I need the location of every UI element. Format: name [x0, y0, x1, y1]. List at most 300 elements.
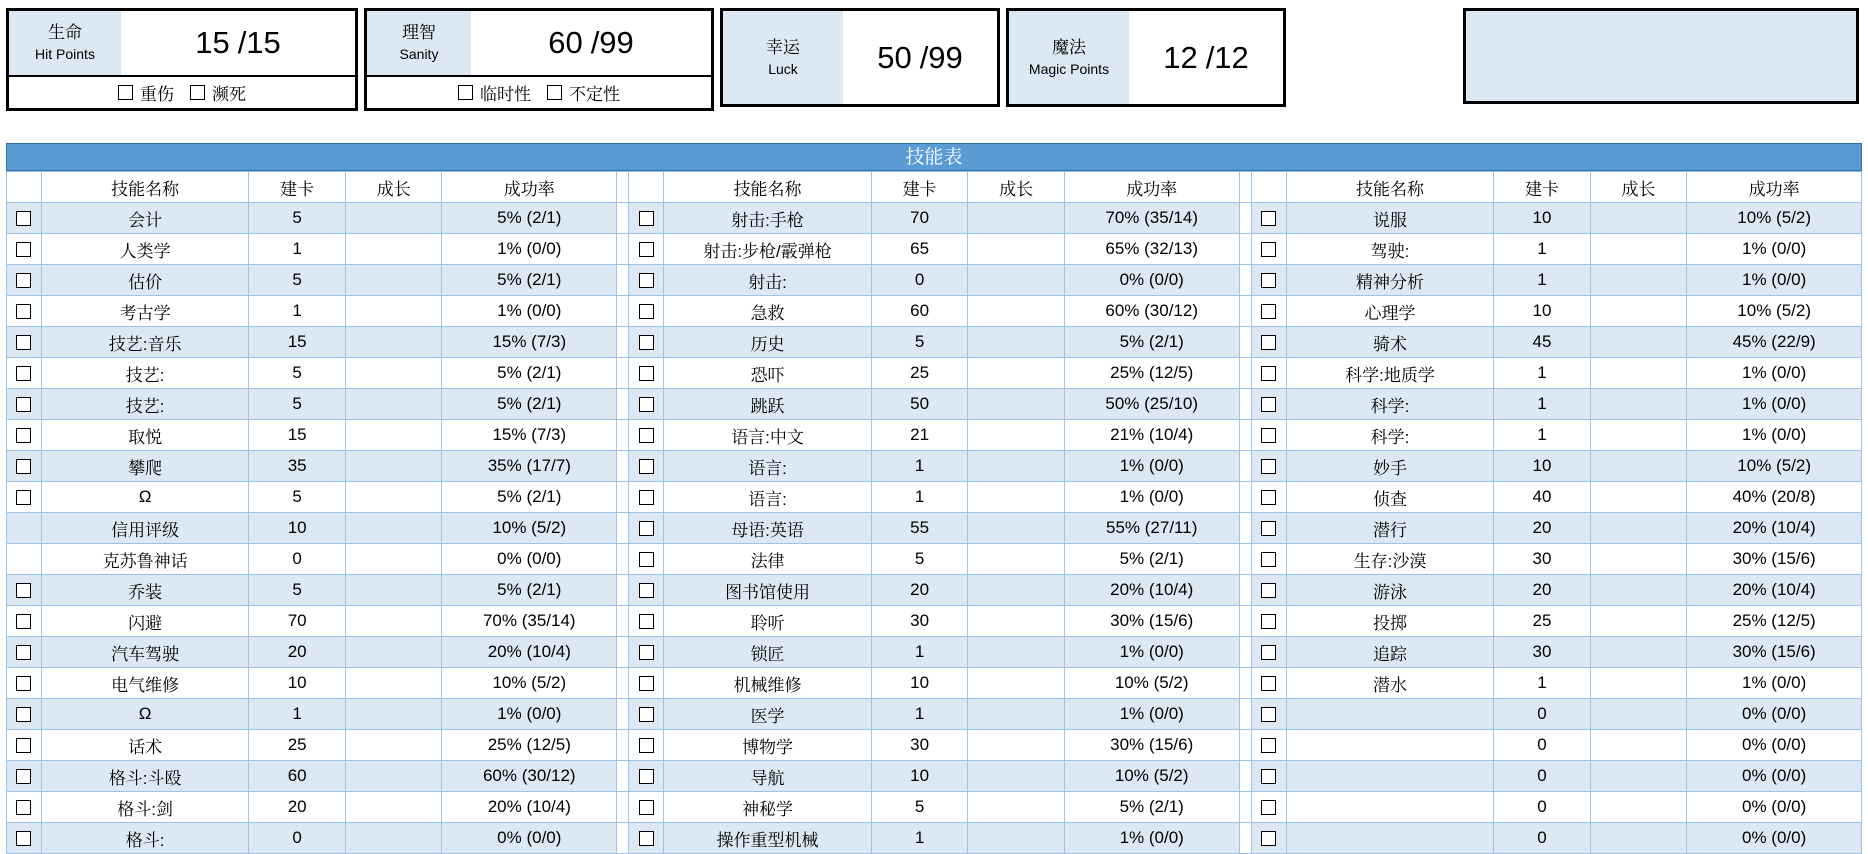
skill-rate-cell[interactable]: 25% (12/5) [1687, 606, 1862, 637]
skill-checkbox-cell[interactable] [1251, 327, 1286, 358]
skill-checkbox-cell[interactable] [629, 389, 664, 420]
checkbox-icon[interactable] [1261, 242, 1276, 257]
skill-name-cell[interactable]: 锁匠 [664, 637, 871, 668]
skill-base-cell[interactable]: 5 [871, 792, 968, 823]
checkbox-icon[interactable] [639, 645, 654, 660]
skill-rate-cell[interactable]: 0% (0/0) [1687, 730, 1862, 761]
skill-name-cell[interactable]: 母语:英语 [664, 513, 871, 544]
checkbox-icon[interactable] [639, 428, 654, 443]
skill-base-cell[interactable]: 5 [249, 482, 346, 513]
skill-checkbox-cell[interactable] [1251, 265, 1286, 296]
skill-name-cell[interactable]: 射击:手枪 [664, 203, 871, 234]
checkbox-icon[interactable] [1261, 397, 1276, 412]
skill-growth-cell[interactable] [1590, 265, 1687, 296]
skill-checkbox-cell[interactable] [629, 761, 664, 792]
skill-checkbox-cell[interactable] [7, 637, 42, 668]
skill-base-cell[interactable]: 5 [871, 544, 968, 575]
skill-base-cell[interactable]: 1 [1494, 668, 1591, 699]
skill-rate-cell[interactable]: 1% (0/0) [1064, 451, 1239, 482]
skill-growth-cell[interactable] [345, 761, 442, 792]
skill-name-cell[interactable]: 人类学 [41, 234, 248, 265]
hp-major-wound-check[interactable] [118, 80, 174, 105]
skill-base-cell[interactable]: 1 [871, 482, 968, 513]
checkbox-icon[interactable] [639, 738, 654, 753]
skill-growth-cell[interactable] [345, 420, 442, 451]
skill-rate-cell[interactable]: 5% (2/1) [442, 265, 617, 296]
skill-checkbox-cell[interactable] [7, 296, 42, 327]
skill-base-cell[interactable]: 1 [249, 699, 346, 730]
checkbox-icon[interactable] [547, 85, 562, 100]
skill-base-cell[interactable]: 15 [249, 327, 346, 358]
skill-name-cell[interactable]: 投掷 [1286, 606, 1493, 637]
skill-base-cell[interactable]: 30 [1494, 544, 1591, 575]
skill-growth-cell[interactable] [1590, 792, 1687, 823]
skill-rate-cell[interactable]: 1% (0/0) [1687, 668, 1862, 699]
skill-checkbox-cell[interactable] [7, 265, 42, 296]
skill-base-cell[interactable]: 15 [249, 420, 346, 451]
skill-name-cell[interactable]: 语言: [664, 451, 871, 482]
skill-base-cell[interactable]: 0 [249, 544, 346, 575]
skill-growth-cell[interactable] [968, 296, 1065, 327]
skill-name-cell[interactable]: 聆听 [664, 606, 871, 637]
skill-rate-cell[interactable]: 0% (0/0) [1687, 699, 1862, 730]
skill-checkbox-cell[interactable] [1251, 420, 1286, 451]
skill-growth-cell[interactable] [968, 234, 1065, 265]
skill-growth-cell[interactable] [345, 792, 442, 823]
skill-growth-cell[interactable] [968, 730, 1065, 761]
skill-base-cell[interactable]: 1 [249, 296, 346, 327]
skill-growth-cell[interactable] [968, 823, 1065, 854]
skill-rate-cell[interactable]: 60% (30/12) [442, 761, 617, 792]
skill-growth-cell[interactable] [968, 792, 1065, 823]
skill-base-cell[interactable]: 65 [871, 234, 968, 265]
skill-base-cell[interactable]: 10 [871, 668, 968, 699]
skill-base-cell[interactable]: 10 [249, 513, 346, 544]
skill-base-cell[interactable]: 70 [249, 606, 346, 637]
checkbox-icon[interactable] [16, 459, 31, 474]
portrait-placeholder-box[interactable] [1463, 8, 1859, 104]
skill-checkbox-cell[interactable] [1251, 451, 1286, 482]
checkbox-icon[interactable] [16, 304, 31, 319]
skill-rate-cell[interactable]: 0% (0/0) [1687, 761, 1862, 792]
skill-rate-cell[interactable]: 10% (5/2) [442, 668, 617, 699]
checkbox-icon[interactable] [639, 769, 654, 784]
skill-base-cell[interactable]: 0 [1494, 761, 1591, 792]
skill-growth-cell[interactable] [1590, 513, 1687, 544]
skill-name-cell[interactable]: 驾驶: [1286, 234, 1493, 265]
skill-base-cell[interactable]: 0 [871, 265, 968, 296]
skill-rate-cell[interactable]: 20% (10/4) [1687, 513, 1862, 544]
skill-growth-cell[interactable] [968, 482, 1065, 513]
skill-name-cell[interactable]: 科学: [1286, 389, 1493, 420]
skill-checkbox-cell[interactable] [7, 792, 42, 823]
skill-checkbox-cell[interactable] [629, 358, 664, 389]
checkbox-icon[interactable] [16, 211, 31, 226]
checkbox-icon[interactable] [1261, 676, 1276, 691]
san-value[interactable] [471, 11, 711, 75]
checkbox-icon[interactable] [639, 707, 654, 722]
skill-growth-cell[interactable] [1590, 203, 1687, 234]
skill-base-cell[interactable]: 1 [1494, 389, 1591, 420]
skill-name-cell[interactable]: 格斗: [41, 823, 248, 854]
checkbox-icon[interactable] [16, 490, 31, 505]
skill-rate-cell[interactable]: 15% (7/3) [442, 327, 617, 358]
skill-base-cell[interactable]: 1 [1494, 420, 1591, 451]
skill-checkbox-cell[interactable] [7, 389, 42, 420]
skill-name-cell[interactable]: 乔装 [41, 575, 248, 606]
san-temporary-check[interactable] [458, 80, 531, 105]
skill-name-cell[interactable]: Ω [41, 699, 248, 730]
skill-rate-cell[interactable]: 5% (2/1) [1064, 327, 1239, 358]
skill-growth-cell[interactable] [1590, 420, 1687, 451]
checkbox-icon[interactable] [16, 242, 31, 257]
skill-checkbox-cell[interactable] [7, 451, 42, 482]
skill-rate-cell[interactable]: 21% (10/4) [1064, 420, 1239, 451]
checkbox-icon[interactable] [639, 366, 654, 381]
skill-base-cell[interactable]: 45 [1494, 327, 1591, 358]
skill-checkbox-cell[interactable] [1251, 358, 1286, 389]
skill-rate-cell[interactable]: 20% (10/4) [1064, 575, 1239, 606]
skill-base-cell[interactable]: 20 [1494, 513, 1591, 544]
checkbox-icon[interactable] [16, 583, 31, 598]
skill-growth-cell[interactable] [1590, 699, 1687, 730]
skill-name-cell[interactable]: 生存:沙漠 [1286, 544, 1493, 575]
skill-checkbox-cell[interactable] [629, 234, 664, 265]
skill-base-cell[interactable]: 10 [249, 668, 346, 699]
skill-name-cell[interactable]: 历史 [664, 327, 871, 358]
skill-checkbox-cell[interactable] [1251, 699, 1286, 730]
skill-name-cell[interactable] [1286, 792, 1493, 823]
skill-growth-cell[interactable] [1590, 451, 1687, 482]
skill-rate-cell[interactable]: 1% (0/0) [1687, 389, 1862, 420]
skill-base-cell[interactable]: 25 [249, 730, 346, 761]
skill-name-cell[interactable]: 话术 [41, 730, 248, 761]
skill-rate-cell[interactable]: 25% (12/5) [1064, 358, 1239, 389]
skill-name-cell[interactable]: 妙手 [1286, 451, 1493, 482]
skill-checkbox-cell[interactable] [7, 203, 42, 234]
skill-checkbox-cell[interactable] [7, 606, 42, 637]
skill-name-cell[interactable]: 潜行 [1286, 513, 1493, 544]
skill-name-cell[interactable]: 侦查 [1286, 482, 1493, 513]
skill-growth-cell[interactable] [1590, 482, 1687, 513]
skill-growth-cell[interactable] [345, 234, 442, 265]
skill-checkbox-cell[interactable] [7, 513, 42, 544]
checkbox-icon[interactable] [16, 676, 31, 691]
skill-checkbox-cell[interactable] [7, 234, 42, 265]
checkbox-icon[interactable] [1261, 552, 1276, 567]
skill-name-cell[interactable] [1286, 823, 1493, 854]
skill-name-cell[interactable]: 闪避 [41, 606, 248, 637]
skill-growth-cell[interactable] [1590, 296, 1687, 327]
skill-name-cell[interactable]: 射击: [664, 265, 871, 296]
skill-growth-cell[interactable] [1590, 358, 1687, 389]
hp-value[interactable] [121, 11, 355, 75]
checkbox-icon[interactable] [16, 428, 31, 443]
checkbox-icon[interactable] [639, 335, 654, 350]
skill-growth-cell[interactable] [345, 575, 442, 606]
skill-name-cell[interactable]: 格斗:斗殴 [41, 761, 248, 792]
skill-checkbox-cell[interactable] [1251, 637, 1286, 668]
skill-base-cell[interactable]: 5 [249, 265, 346, 296]
skill-growth-cell[interactable] [345, 265, 442, 296]
skill-rate-cell[interactable]: 55% (27/11) [1064, 513, 1239, 544]
checkbox-icon[interactable] [1261, 583, 1276, 598]
skill-growth-cell[interactable] [1590, 327, 1687, 358]
skill-rate-cell[interactable]: 0% (0/0) [442, 544, 617, 575]
skill-checkbox-cell[interactable] [629, 792, 664, 823]
skill-name-cell[interactable]: 急救 [664, 296, 871, 327]
skill-checkbox-cell[interactable] [1251, 823, 1286, 854]
san-indefinite-check[interactable] [547, 80, 620, 105]
skill-base-cell[interactable]: 5 [249, 358, 346, 389]
skill-base-cell[interactable]: 1 [871, 823, 968, 854]
checkbox-icon[interactable] [458, 85, 473, 100]
skill-checkbox-cell[interactable] [629, 823, 664, 854]
stat-box-magic-points[interactable] [1006, 8, 1286, 107]
skill-name-cell[interactable]: 格斗:剑 [41, 792, 248, 823]
skill-checkbox-cell[interactable] [7, 823, 42, 854]
skill-base-cell[interactable]: 5 [871, 327, 968, 358]
skill-rate-cell[interactable]: 10% (5/2) [1687, 451, 1862, 482]
checkbox-icon[interactable] [1261, 800, 1276, 815]
stat-box-sanity[interactable] [364, 8, 714, 111]
skill-base-cell[interactable]: 60 [871, 296, 968, 327]
skill-growth-cell[interactable] [968, 699, 1065, 730]
skill-rate-cell[interactable]: 35% (17/7) [442, 451, 617, 482]
skill-checkbox-cell[interactable] [1251, 296, 1286, 327]
checkbox-icon[interactable] [1261, 335, 1276, 350]
skill-base-cell[interactable]: 10 [1494, 296, 1591, 327]
skill-name-cell[interactable]: 技艺:音乐 [41, 327, 248, 358]
skill-name-cell[interactable]: 克苏鲁神话 [41, 544, 248, 575]
skill-name-cell[interactable]: 神秘学 [664, 792, 871, 823]
skill-rate-cell[interactable]: 30% (15/6) [1687, 544, 1862, 575]
skill-growth-cell[interactable] [345, 699, 442, 730]
skill-checkbox-cell[interactable] [1251, 544, 1286, 575]
skill-rate-cell[interactable]: 45% (22/9) [1687, 327, 1862, 358]
checkbox-icon[interactable] [639, 614, 654, 629]
skill-name-cell[interactable]: 射击:步枪/霰弹枪 [664, 234, 871, 265]
skill-rate-cell[interactable]: 0% (0/0) [1064, 265, 1239, 296]
skill-rate-cell[interactable]: 60% (30/12) [1064, 296, 1239, 327]
skill-checkbox-cell[interactable] [1251, 234, 1286, 265]
skill-name-cell[interactable]: 医学 [664, 699, 871, 730]
skill-name-cell[interactable]: 会计 [41, 203, 248, 234]
skill-rate-cell[interactable]: 1% (0/0) [1064, 699, 1239, 730]
skill-growth-cell[interactable] [1590, 389, 1687, 420]
skill-checkbox-cell[interactable] [7, 482, 42, 513]
luck-value[interactable] [843, 11, 997, 104]
skill-growth-cell[interactable] [1590, 575, 1687, 606]
skill-checkbox-cell[interactable] [1251, 203, 1286, 234]
skill-base-cell[interactable]: 0 [1494, 792, 1591, 823]
checkbox-icon[interactable] [639, 397, 654, 412]
skill-name-cell[interactable]: 操作重型机械 [664, 823, 871, 854]
checkbox-icon[interactable] [16, 335, 31, 350]
checkbox-icon[interactable] [190, 85, 205, 100]
checkbox-icon[interactable] [639, 800, 654, 815]
skill-rate-cell[interactable]: 5% (2/1) [442, 203, 617, 234]
skill-name-cell[interactable]: 追踪 [1286, 637, 1493, 668]
checkbox-icon[interactable] [1261, 645, 1276, 660]
skill-base-cell[interactable]: 5 [249, 389, 346, 420]
skill-checkbox-cell[interactable] [7, 575, 42, 606]
skill-base-cell[interactable]: 0 [249, 823, 346, 854]
skill-name-cell[interactable]: 骑术 [1286, 327, 1493, 358]
skill-base-cell[interactable]: 5 [249, 575, 346, 606]
skill-growth-cell[interactable] [345, 358, 442, 389]
skill-growth-cell[interactable] [345, 482, 442, 513]
skill-name-cell[interactable]: 恐吓 [664, 358, 871, 389]
skill-checkbox-cell[interactable] [629, 296, 664, 327]
skill-growth-cell[interactable] [968, 761, 1065, 792]
skill-rate-cell[interactable]: 5% (2/1) [1064, 792, 1239, 823]
skill-rate-cell[interactable]: 5% (2/1) [442, 575, 617, 606]
skill-checkbox-cell[interactable] [629, 265, 664, 296]
checkbox-icon[interactable] [1261, 769, 1276, 784]
checkbox-icon[interactable] [16, 366, 31, 381]
skill-base-cell[interactable]: 20 [249, 792, 346, 823]
hp-dying-check[interactable] [190, 80, 246, 105]
skill-base-cell[interactable]: 1 [871, 637, 968, 668]
skill-growth-cell[interactable] [1590, 637, 1687, 668]
skill-base-cell[interactable]: 0 [1494, 699, 1591, 730]
skill-rate-cell[interactable]: 50% (25/10) [1064, 389, 1239, 420]
skill-rate-cell[interactable]: 70% (35/14) [1064, 203, 1239, 234]
skill-checkbox-cell[interactable] [7, 699, 42, 730]
skill-rate-cell[interactable]: 10% (5/2) [1064, 761, 1239, 792]
checkbox-icon[interactable] [639, 490, 654, 505]
skill-rate-cell[interactable]: 5% (2/1) [442, 389, 617, 420]
skill-growth-cell[interactable] [968, 203, 1065, 234]
stat-box-hit-points[interactable] [6, 8, 358, 111]
skill-rate-cell[interactable]: 0% (0/0) [1687, 823, 1862, 854]
checkbox-icon[interactable] [639, 583, 654, 598]
skill-rate-cell[interactable]: 0% (0/0) [1687, 792, 1862, 823]
skill-growth-cell[interactable] [1590, 761, 1687, 792]
skill-rate-cell[interactable]: 10% (5/2) [442, 513, 617, 544]
skill-growth-cell[interactable] [968, 358, 1065, 389]
skill-rate-cell[interactable]: 5% (2/1) [1064, 544, 1239, 575]
skill-name-cell[interactable]: 技艺: [41, 358, 248, 389]
skill-base-cell[interactable]: 1 [1494, 234, 1591, 265]
skill-checkbox-cell[interactable] [1251, 389, 1286, 420]
skill-checkbox-cell[interactable] [629, 544, 664, 575]
skill-name-cell[interactable]: 科学: [1286, 420, 1493, 451]
skill-growth-cell[interactable] [345, 606, 442, 637]
skill-checkbox-cell[interactable] [629, 730, 664, 761]
checkbox-icon[interactable] [639, 273, 654, 288]
skill-growth-cell[interactable] [968, 389, 1065, 420]
skill-name-cell[interactable] [1286, 761, 1493, 792]
skill-base-cell[interactable]: 0 [1494, 823, 1591, 854]
skill-name-cell[interactable]: 博物学 [664, 730, 871, 761]
skill-checkbox-cell[interactable] [1251, 792, 1286, 823]
skill-name-cell[interactable]: 导航 [664, 761, 871, 792]
skill-growth-cell[interactable] [968, 637, 1065, 668]
skill-growth-cell[interactable] [1590, 668, 1687, 699]
skill-base-cell[interactable]: 20 [1494, 575, 1591, 606]
checkbox-icon[interactable] [16, 273, 31, 288]
skill-checkbox-cell[interactable] [1251, 606, 1286, 637]
skill-name-cell[interactable]: 取悦 [41, 420, 248, 451]
checkbox-icon[interactable] [639, 242, 654, 257]
stat-box-luck[interactable] [720, 8, 1000, 107]
skill-name-cell[interactable]: 语言: [664, 482, 871, 513]
skill-base-cell[interactable]: 10 [871, 761, 968, 792]
skill-growth-cell[interactable] [345, 327, 442, 358]
checkbox-icon[interactable] [1261, 459, 1276, 474]
skill-checkbox-cell[interactable] [1251, 761, 1286, 792]
skill-growth-cell[interactable] [1590, 606, 1687, 637]
skill-name-cell[interactable]: 汽车驾驶 [41, 637, 248, 668]
skill-base-cell[interactable]: 21 [871, 420, 968, 451]
skill-name-cell[interactable]: 攀爬 [41, 451, 248, 482]
skill-checkbox-cell[interactable] [7, 761, 42, 792]
skill-growth-cell[interactable] [345, 637, 442, 668]
skill-checkbox-cell[interactable] [1251, 730, 1286, 761]
skill-rate-cell[interactable]: 25% (12/5) [442, 730, 617, 761]
skill-rate-cell[interactable]: 30% (15/6) [1064, 730, 1239, 761]
skill-base-cell[interactable]: 1 [871, 451, 968, 482]
skill-checkbox-cell[interactable] [629, 482, 664, 513]
skill-base-cell[interactable]: 5 [249, 203, 346, 234]
skill-growth-cell[interactable] [1590, 544, 1687, 575]
skill-name-cell[interactable]: 说服 [1286, 203, 1493, 234]
skill-base-cell[interactable]: 70 [871, 203, 968, 234]
skill-growth-cell[interactable] [345, 823, 442, 854]
skill-rate-cell[interactable]: 1% (0/0) [1064, 637, 1239, 668]
skill-rate-cell[interactable]: 1% (0/0) [1687, 420, 1862, 451]
checkbox-icon[interactable] [16, 614, 31, 629]
checkbox-icon[interactable] [118, 85, 133, 100]
skill-base-cell[interactable]: 50 [871, 389, 968, 420]
skill-checkbox-cell[interactable] [7, 730, 42, 761]
skill-base-cell[interactable]: 0 [1494, 730, 1591, 761]
skill-name-cell[interactable]: 估价 [41, 265, 248, 296]
skill-checkbox-cell[interactable] [7, 327, 42, 358]
skill-base-cell[interactable]: 20 [249, 637, 346, 668]
skill-name-cell[interactable]: Ω [41, 482, 248, 513]
skill-checkbox-cell[interactable] [629, 203, 664, 234]
checkbox-icon[interactable] [639, 304, 654, 319]
skill-growth-cell[interactable] [345, 389, 442, 420]
skill-checkbox-cell[interactable] [629, 668, 664, 699]
skill-name-cell[interactable]: 科学:地质学 [1286, 358, 1493, 389]
checkbox-icon[interactable] [1261, 366, 1276, 381]
skill-rate-cell[interactable]: 30% (15/6) [1687, 637, 1862, 668]
skill-checkbox-cell[interactable] [629, 327, 664, 358]
skill-name-cell[interactable]: 潜水 [1286, 668, 1493, 699]
skill-growth-cell[interactable] [345, 668, 442, 699]
skill-base-cell[interactable]: 60 [249, 761, 346, 792]
skill-checkbox-cell[interactable] [7, 420, 42, 451]
skill-growth-cell[interactable] [968, 420, 1065, 451]
checkbox-icon[interactable] [639, 459, 654, 474]
skill-name-cell[interactable]: 跳跃 [664, 389, 871, 420]
checkbox-icon[interactable] [1261, 738, 1276, 753]
skill-rate-cell[interactable]: 10% (5/2) [1687, 296, 1862, 327]
checkbox-icon[interactable] [1261, 273, 1276, 288]
skill-rate-cell[interactable]: 1% (0/0) [1687, 234, 1862, 265]
checkbox-icon[interactable] [1261, 304, 1276, 319]
skill-growth-cell[interactable] [1590, 234, 1687, 265]
skill-name-cell[interactable] [1286, 699, 1493, 730]
skill-name-cell[interactable]: 技艺: [41, 389, 248, 420]
skill-growth-cell[interactable] [1590, 823, 1687, 854]
skill-checkbox-cell[interactable] [629, 420, 664, 451]
skill-growth-cell[interactable] [968, 513, 1065, 544]
